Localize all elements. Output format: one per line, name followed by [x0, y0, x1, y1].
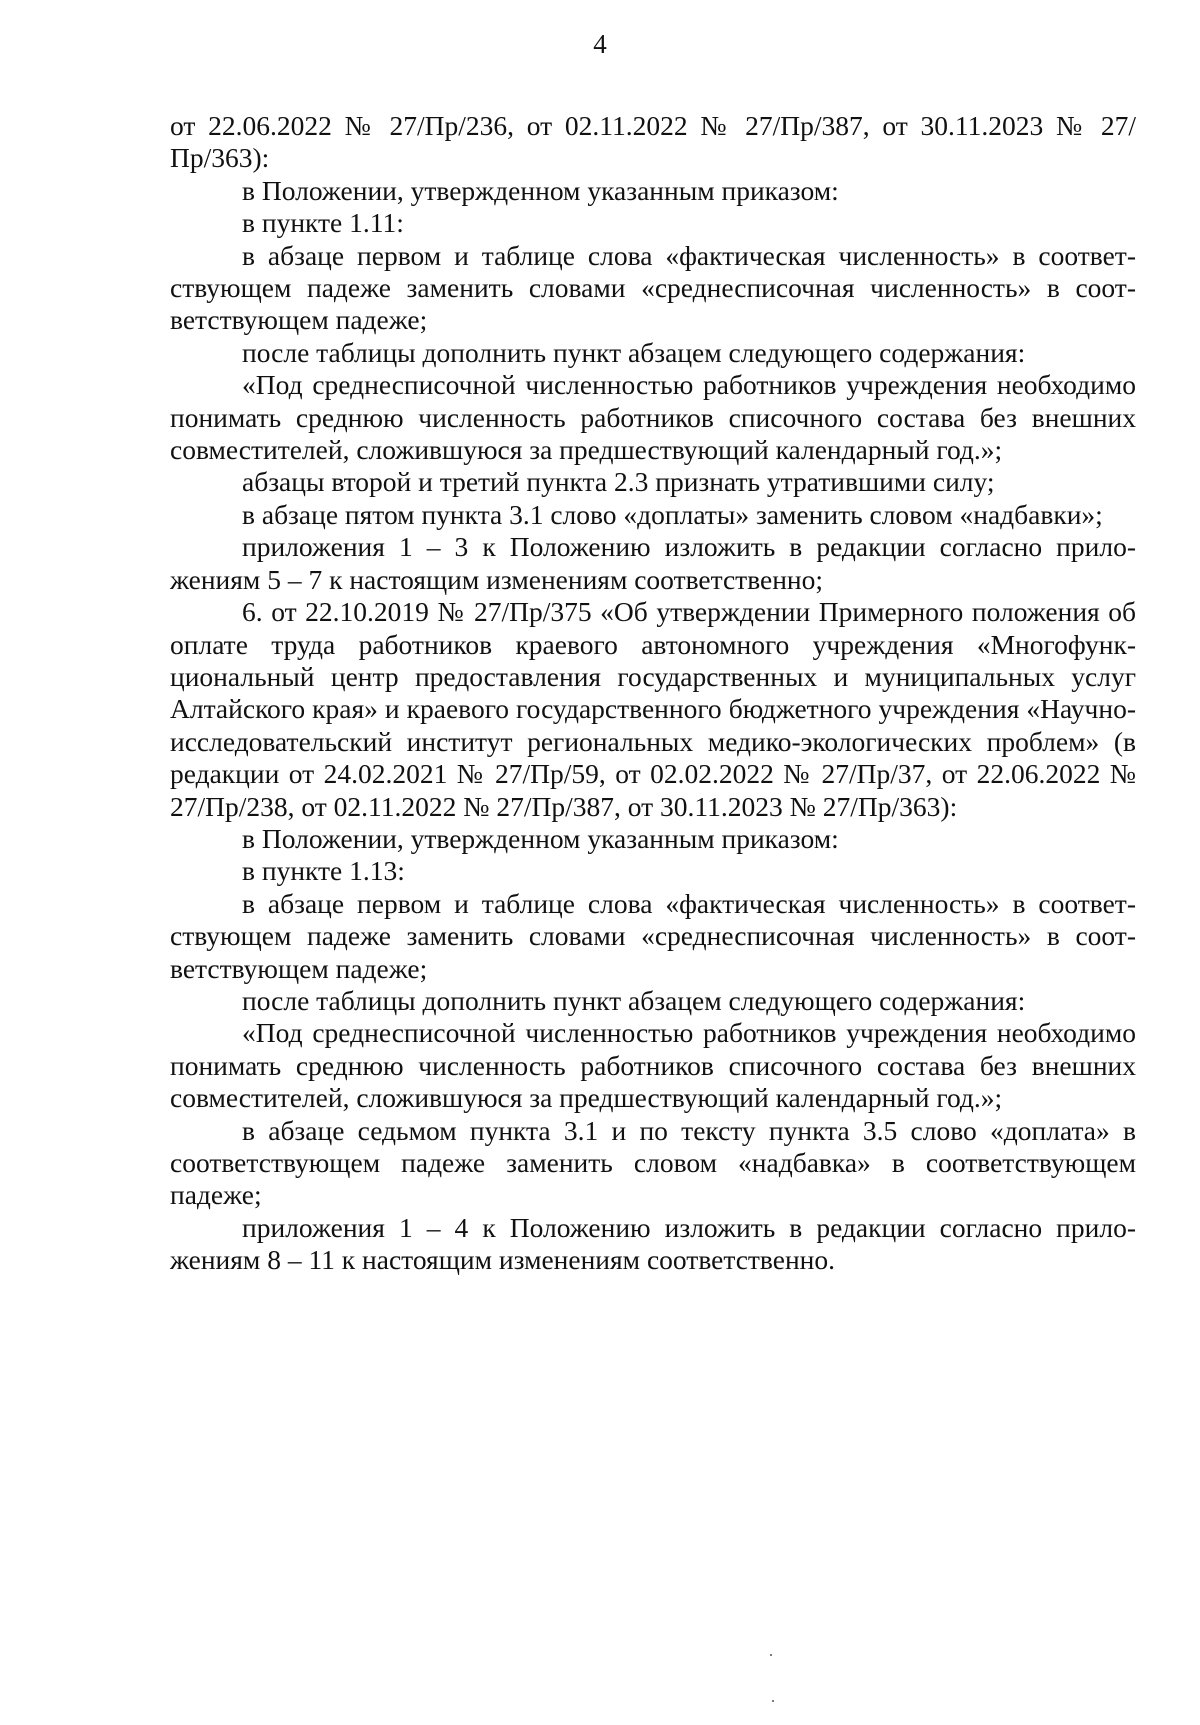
paragraph-7: абзацы второй и третий пункта 2.3 признать утратившими силу;	[242, 466, 995, 498]
paragraph-1: от 22.06.2022 № 27/Пр/236, от 02.11.2022 № 27/Пр/387, от 30.11.2023 № 27/Пр/363):	[170, 110, 1136, 174]
paragraph-2: в Положении, утвержденном указанным приказом:	[242, 174, 839, 206]
paragraph-13: в абзаце первом и таблице слова «фактическая численность» в соответствующем падеже заменить словами «среднесписочная численность» в соответствующем падеже;	[170, 887, 1136, 984]
paragraph-9: приложения 1 – 3 к Положению изложить в редакции согласно приложениям 5 – 7 к настоящим изменениям соответственно;	[170, 531, 1136, 595]
paragraph-10: 6. от 22.10.2019 № 27/Пр/375 «Об утверждении Примерного положения об оплате труда работников краевого автономного учреждения «Многофункциональный центр предоставления государственных и муниципальных услуг Алтайского края» и краевого государственного бюджетного учреждения «Научно-исследовательский институт региональных медико-экологических проблем» (в редакции от 24.02.2021 № 27/Пр/59, от 02.02.2022 № 27/Пр/37, от 22.06.2022 № 27/Пр/238, от 02.11.2022 № 27/Пр/387, от 30.11.2023 № 27/Пр/363):	[170, 596, 1136, 822]
paragraph-15: «Под среднесписочной численностью работников учреждения необходимо понимать среднюю численность работников списочного состава без внешних совместителей, сложившуюся за предшествующий календарный год.»;	[170, 1017, 1136, 1114]
paragraph-12: в пункте 1.13:	[242, 855, 405, 887]
paragraph-11: в Положении, утвержденном указанным приказом:	[242, 822, 839, 854]
paragraph-14: после таблицы дополнить пункт абзацем следующего содержания:	[242, 984, 1026, 1016]
page-number: 4	[593, 29, 607, 59]
paragraph-3: в пункте 1.11:	[242, 207, 404, 239]
paragraph-17: приложения 1 – 4 к Положению изложить в редакции согласно приложениям 8 – 11 к настоящим изменениям соответственно.	[170, 1211, 1136, 1276]
paragraph-8: в абзаце пятом пункта 3.1 слово «доплаты» заменить словом «надбавки»;	[242, 498, 1103, 530]
paragraph-4: в абзаце первом и таблице слова «фактическая численность» в соответствующем падеже заменить словами «среднесписочная численность» в соответствующем падеже;	[170, 239, 1136, 336]
paragraph-6: «Под среднесписочной численностью работников учреждения необходимо понимать среднюю численность работников списочного состава без внешних совместителей, сложившуюся за предшествующий календарный год.»;	[170, 369, 1136, 466]
paragraph-5: после таблицы дополнить пункт абзацем следующего содержания:	[242, 336, 1026, 368]
scan-speck	[770, 1654, 772, 1656]
document-body	[170, 110, 1136, 1277]
scan-speck	[772, 1700, 774, 1702]
paragraph-16: в абзаце седьмом пункта 3.1 и по тексту пункта 3.5 слово «доплата» в соответствующем падеже заменить словом «надбавка» в соответствующем падеже;	[170, 1114, 1136, 1211]
